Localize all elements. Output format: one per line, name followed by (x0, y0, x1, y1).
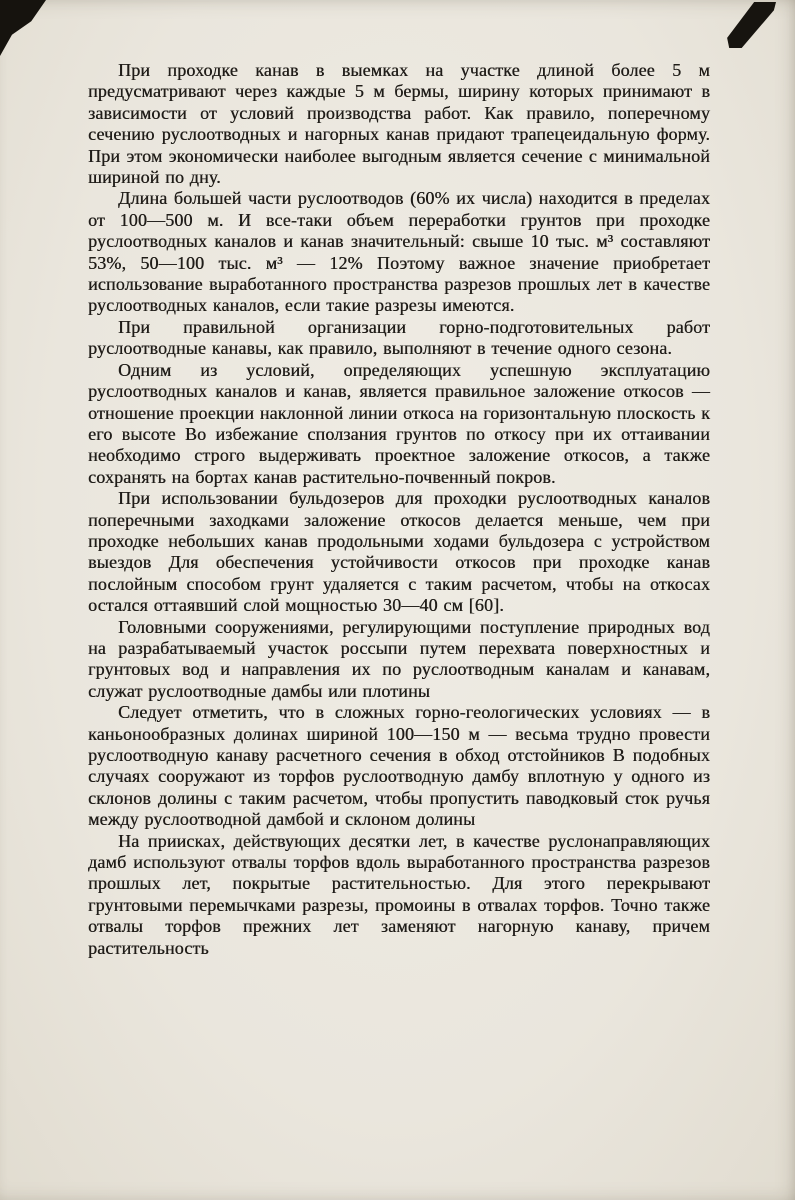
paragraph-1: При проходке канав в выемках на участке длиной более 5 м предусматривают через каждые 5 м бермы, ширину которых принимают в зависимости от условий производства работ. Как правило, поперечному сечению руслоотводных и нагорных канав придают трапецеидальную форму. При этом экономически наиболее выгодным является сечение с минимальной шириной по дну. (88, 60, 710, 188)
paragraph-8: На приисках, действующих десятки лет, в качестве руслонаправляющих дамб используют отвалы торфов вдоль выработанного пространства разрезов прошлых лет, покрытые растительностью. Для этого перекрывают грунтовыми перемычками разрезы, промоины в отвалах торфов. Точно также отвалы торфов прежних лет заменяют нагорную канаву, причем растительность (88, 830, 710, 958)
paragraph-5: При использовании бульдозеров для проходки руслоотводных каналов поперечными заходками заложение откосов делается меньше, чем при проходке небольших канав продольными ходами бульдозера с устройством выездов Для обеспечения устойчивости откосов при проходке канав послойным способом грунт удаляется с таким расчетом, чтобы на откосах остался оттаявший слой мощностью 30—40 см [60]. (88, 488, 710, 616)
scan-artifact-ink-mark-top-right (724, 2, 776, 48)
paragraph-6: Головными сооружениями, регулирующими поступление природных вод на разрабатываемый участок россыпи путем перехвата поверхностных и грунтовых вод и направления их по руслоотводным каналам и канавам, служат руслоотводные дамбы или плотины (88, 616, 710, 701)
scan-artifact-ink-blot-top-left (0, 0, 46, 56)
text-column (88, 60, 710, 959)
paragraph-2: Длина большей части руслоотводов (60% их числа) находится в пределах от 100—500 м. И все-таки объем переработки грунтов при проходке руслоотводных каналов и канав значительный: свыше 10 тыс. м³ составляют 53%, 50—100 тыс. м³ — 12% Поэтому важное значение приобретает использование выработанного пространства разрезов прошлых лет в качестве руслоотводных каналов, если такие разрезы имеются. (88, 188, 710, 316)
paragraph-7: Следует отметить, что в сложных горно-геологических условиях — в каньонообразных долинах шириной 100—150 м — весьма трудно провести руслоотводную канаву расчетного сечения в обход отстойников В подобных случаях сооружают из торфов руслоотводную дамбу вплотную у одного из склонов долины с таким расчетом, чтобы пропустить паводковый сток ручья между руслоотводной дамбой и склоном долины (88, 702, 710, 830)
paragraph-3: При правильной организации горно-подготовительных работ руслоотводные канавы, как правило, выполняют в течение одного сезона. (88, 316, 710, 359)
paragraph-4: Одним из условий, определяющих успешную эксплуатацию руслоотводных каналов и канав, является правильное заложение откосов — отношение проекции наклонной линии откоса на горизонтальную плоскость к его высоте Во избежание сползания грунтов по откосу при их оттаивании необходимо строго выдерживать проектное заложение откосов, а также сохранять на бортах канав растительно-почвенный покров. (88, 359, 710, 487)
